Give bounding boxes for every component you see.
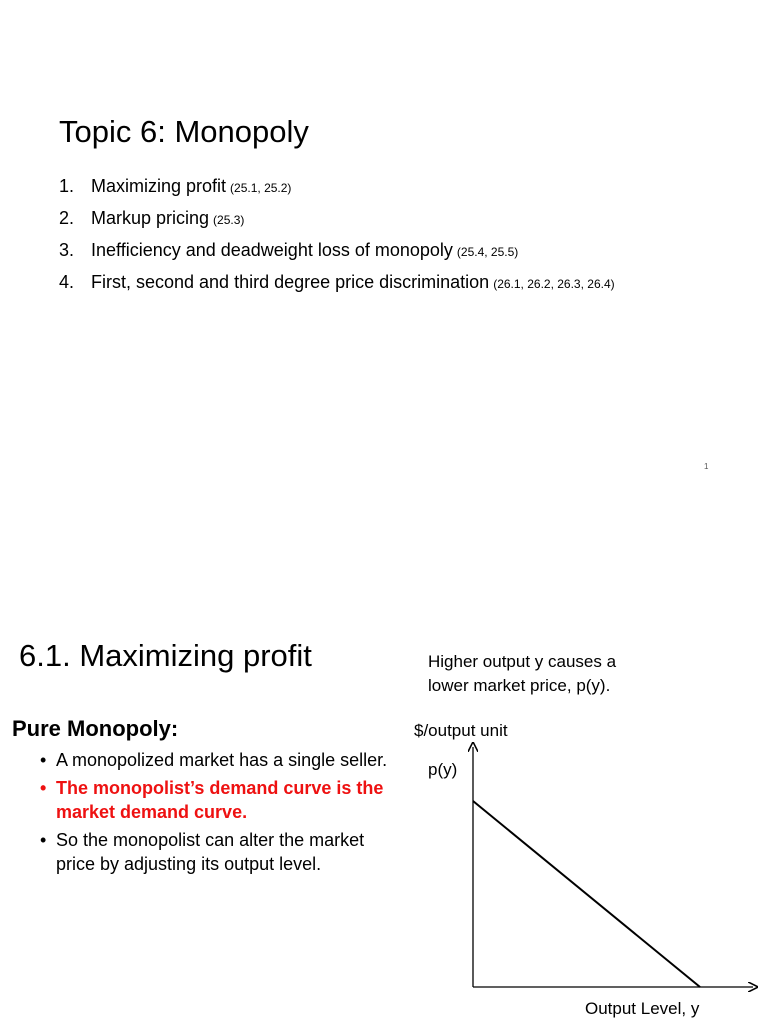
list-item-number: 4. bbox=[59, 272, 75, 292]
list-item-text: Inefficiency and deadweight loss of monopoly bbox=[91, 240, 453, 260]
list-item-reference: (25.4, 25.5) bbox=[456, 245, 519, 259]
slide-title: 6.1. Maximizing profit bbox=[19, 638, 312, 673]
y-axis-label: $/output unit bbox=[414, 721, 508, 740]
list-item-text: Maximizing profit bbox=[91, 176, 227, 196]
list-item-text: Markup pricing bbox=[91, 208, 210, 228]
list-item-reference: (25.3) bbox=[213, 213, 245, 227]
caption-line: lower market price, p(y). bbox=[428, 676, 611, 695]
list-item-number: 1. bbox=[59, 176, 75, 196]
list-item-number: 3. bbox=[59, 240, 75, 260]
list-item-number: 2. bbox=[59, 208, 75, 228]
bullet-item-highlighted: • The monopolist’s demand curve is the market demand curve. bbox=[40, 776, 390, 824]
list-item-reference: (26.1, 26.2, 26.3, 26.4) bbox=[493, 277, 615, 291]
list-item-text: First, second and third degree price discrimination bbox=[91, 272, 490, 292]
x-axis-label: Output Level, y bbox=[585, 999, 700, 1018]
page-number: 1 bbox=[704, 462, 709, 471]
list-item-reference: (25.1, 25.2) bbox=[230, 181, 292, 195]
series-label: p(y) bbox=[428, 760, 458, 779]
bullet-item: • A monopolized market has a single seller. bbox=[40, 748, 390, 772]
slide-title: Topic 6: Monopoly bbox=[59, 114, 309, 149]
demand-curve bbox=[473, 801, 700, 987]
section-heading: Pure Monopoly: bbox=[12, 716, 179, 741]
bullet-item: • So the monopolist can alter the market price by adjusting its output level. bbox=[40, 828, 390, 876]
caption-line: Higher output y causes a bbox=[428, 652, 617, 671]
